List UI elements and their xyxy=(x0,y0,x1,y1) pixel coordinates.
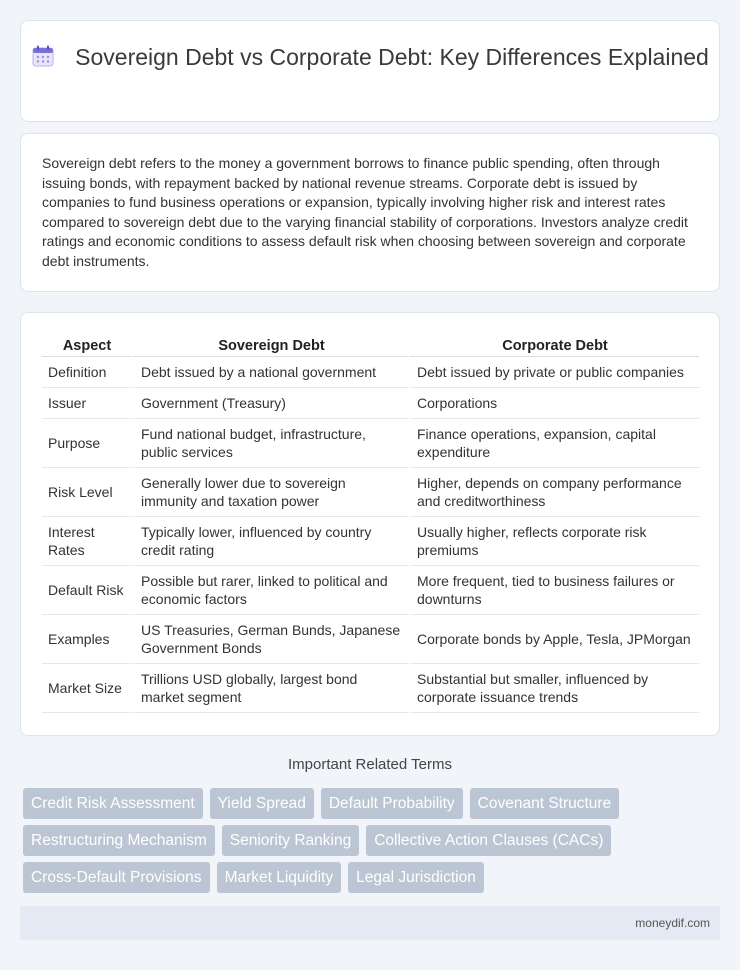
corporate-cell: Finance operations, expansion, capital expenditure xyxy=(408,419,699,468)
sovereign-cell: Fund national budget, infrastructure, public services xyxy=(132,419,408,468)
tag-legal-jurisdiction[interactable]: Legal Jurisdiction xyxy=(348,862,484,893)
tag-yield-spread[interactable]: Yield Spread xyxy=(210,788,314,819)
sovereign-cell: Generally lower due to sovereign immunity and taxation power xyxy=(132,468,408,517)
aspect-cell: Default Risk xyxy=(42,566,132,615)
table-row xyxy=(42,468,699,517)
footer xyxy=(20,906,720,940)
sovereign-cell: Typically lower, influenced by country credit rating xyxy=(132,517,408,566)
tag-row xyxy=(23,825,723,856)
intro-paragraph: Sovereign debt refers to the money a government borrows to finance public spending, often through issuing bonds, with repayment backed by national revenue streams. Corporate debt is issued by companies to fund business operations or expansion, typically involving higher risk and interest rates compared to sovereign debt due to the varying financial stability of corporations. Investors analyze credit ratings and economic conditions to assess default risk when choosing between sovereign and corporate debt instruments. xyxy=(42,155,688,269)
tag-cross-default-provisions[interactable]: Cross-Default Provisions xyxy=(23,862,210,893)
table-row xyxy=(42,388,699,419)
aspect-cell: Risk Level xyxy=(42,468,132,517)
corporate-cell: More frequent, tied to business failures or downturns xyxy=(408,566,699,615)
tag-default-probability[interactable]: Default Probability xyxy=(321,788,463,819)
tag-covenant-structure[interactable]: Covenant Structure xyxy=(470,788,620,819)
aspect-cell: Market Size xyxy=(42,664,132,713)
corporate-cell: Debt issued by private or public companies xyxy=(408,357,699,388)
table-row xyxy=(42,664,699,713)
title-card xyxy=(20,20,720,122)
page-title xyxy=(21,43,719,75)
intro-card xyxy=(20,133,720,292)
table-row xyxy=(42,517,699,566)
title-wrap xyxy=(21,43,719,75)
tag-market-liquidity[interactable]: Market Liquidity xyxy=(217,862,342,893)
header-sovereign-debt: Sovereign Debt xyxy=(132,333,408,357)
comparison-table xyxy=(42,333,699,713)
table-row xyxy=(42,357,699,388)
table-row xyxy=(42,615,699,664)
footer-source[interactable]: moneydif.com xyxy=(635,916,710,930)
tag-restructuring-mechanism[interactable]: Restructuring Mechanism xyxy=(23,825,215,856)
header-corporate-debt: Corporate Debt xyxy=(408,333,699,357)
corporate-cell: Corporations xyxy=(408,388,699,419)
tag-credit-risk-assessment[interactable]: Credit Risk Assessment xyxy=(23,788,203,819)
calendar-icon xyxy=(31,44,55,75)
aspect-cell: Interest Rates xyxy=(42,517,132,566)
comparison-table-card xyxy=(20,312,720,736)
tag-seniority-ranking[interactable]: Seniority Ranking xyxy=(222,825,359,856)
tag-row xyxy=(23,862,723,893)
related-terms-list xyxy=(23,788,723,899)
aspect-cell: Issuer xyxy=(42,388,132,419)
tag-row xyxy=(23,788,723,819)
aspect-cell: Purpose xyxy=(42,419,132,468)
related-terms-title: Important Related Terms xyxy=(288,756,452,773)
sovereign-cell: Government (Treasury) xyxy=(132,388,408,419)
header-aspect: Aspect xyxy=(42,333,132,357)
table-row xyxy=(42,419,699,468)
corporate-cell: Usually higher, reflects corporate risk premiums xyxy=(408,517,699,566)
table-row xyxy=(42,566,699,615)
corporate-cell: Higher, depends on company performance and creditworthiness xyxy=(408,468,699,517)
sovereign-cell: Debt issued by a national government xyxy=(132,357,408,388)
corporate-cell: Corporate bonds by Apple, Tesla, JPMorgan xyxy=(408,615,699,664)
table-header-row xyxy=(42,333,699,357)
sovereign-cell: Possible but rarer, linked to political and economic factors xyxy=(132,566,408,615)
corporate-cell: Substantial but smaller, influenced by corporate issuance trends xyxy=(408,664,699,713)
aspect-cell: Examples xyxy=(42,615,132,664)
page-title-text: Sovereign Debt vs Corporate Debt: Key Differences Explained xyxy=(75,44,709,70)
tag-collective-action-clauses[interactable]: Collective Action Clauses (CACs) xyxy=(366,825,611,856)
sovereign-cell: Trillions USD globally, largest bond market segment xyxy=(132,664,408,713)
aspect-cell: Definition xyxy=(42,357,132,388)
sovereign-cell: US Treasuries, German Bunds, Japanese Government Bonds xyxy=(132,615,408,664)
